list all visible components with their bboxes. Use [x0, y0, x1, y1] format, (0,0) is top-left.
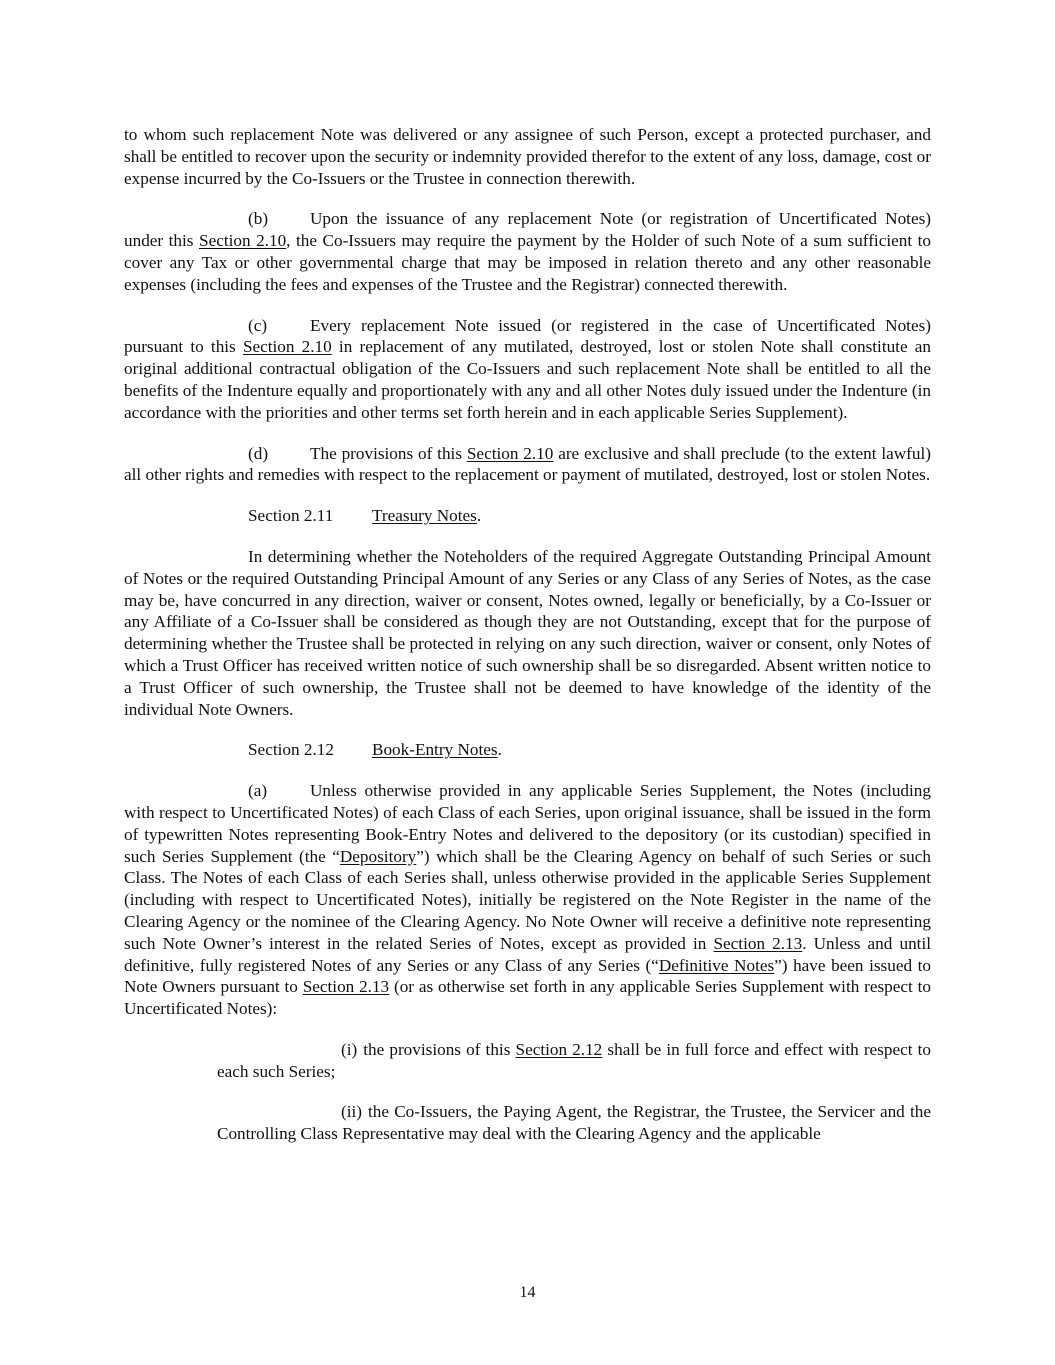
paragraph-b: (b) Upon the issuance of any replacement Note (or registration of Uncertificated Notes) under this Section 2.10, the Co-Issuers may require the payment by the Holder of such Note of a sum sufficient to cover any Tax or other governmental charge that may be imposed in relation thereto and any other reasonable expenses (including the fees and expenses of the Trustee and the Registrar) connected therewith.	[124, 209, 931, 294]
item-i-label: (i)	[341, 1039, 358, 1059]
defined-term-depository: Depository	[339, 846, 417, 866]
document-page	[124, 124, 931, 1145]
paragraph-c-label: (c)	[248, 315, 268, 335]
section-title: Treasury Notes	[372, 506, 477, 526]
paragraph-b-label: (b)	[248, 209, 269, 229]
paragraph-d-label: (d)	[248, 443, 269, 463]
paragraph-c: (c) Every replacement Note issued (or registered in the case of Uncertificated Notes) pursuant to this Section 2.10 in replacement of any mutilated, destroyed, lost or stolen Note shall constitute an original additional contractual obligation of the Co-Issuers and such replacement Note shall be entitled to all the benefits of the Indenture equally and proportionately with any and all other Notes duly issued under the Indenture (in accordance with the priorities and other terms set forth herein and in each applicable Series Supplement).	[124, 315, 931, 422]
section-2-10-link[interactable]: Section 2.10	[466, 443, 554, 463]
section-title: Book-Entry Notes	[372, 740, 498, 760]
defined-term-definitive-notes: Definitive Notes	[658, 955, 775, 975]
paragraph-d: (d) The provisions of this Section 2.10 are exclusive and shall preclude (to the extent lawful) all other rights and remedies with respect to the replacement or payment of mutilated, destroyed, lost or stolen Notes.	[124, 443, 931, 485]
section-2-10-link[interactable]: Section 2.10	[242, 337, 332, 357]
section-number: Section 2.11	[248, 506, 334, 526]
item-ii-label: (ii)	[341, 1102, 362, 1122]
section-2-11-body: In determining whether the Noteholders of the required Aggregate Outstanding Principal Amount of Notes or the required Outstanding Principal Amount of any Series or any Class of any Series of Notes, as the case may be, have concurred in any direction, waiver or consent, Notes owned, legally or beneficially, by a Co-Issuer or any Affiliate of a Co-Issuer shall be considered as though they are not Outstanding, except that for the purpose of determining whether the Trustee shall be protected in relying on any such direction, waiver or consent, only Notes of which a Trust Officer has received written notice of such ownership shall be so disregarded. Absent written notice to a Trust Officer of such ownership, the Trustee shall not be deemed to have knowledge of the identity of the individual Note Owners.	[124, 546, 931, 719]
section-2-12-link[interactable]: Section 2.12	[515, 1039, 603, 1059]
section-2-13-link[interactable]: Section 2.13	[302, 977, 390, 997]
item-i: (i) the provisions of this Section 2.12 shall be in full force and effect with respect to each such Series;	[217, 1039, 931, 1081]
paragraph-a-label: (a)	[248, 781, 268, 801]
section-2-10-link[interactable]: Section 2.10	[199, 231, 287, 251]
section-2-12-heading: Section 2.12 Book-Entry Notes.	[248, 740, 502, 760]
item-ii: (ii) the Co-Issuers, the Paying Agent, the Registrar, the Trustee, the Servicer and the Controlling Class Representative may deal with the Clearing Agency and the applicable	[217, 1102, 931, 1144]
page-number: 14	[519, 1284, 536, 1301]
section-2-13-link[interactable]: Section 2.13	[713, 933, 803, 953]
section-2-11-heading: Section 2.11 Treasury Notes.	[248, 506, 482, 526]
continuation-paragraph: to whom such replacement Note was delivered or any assignee of such Person, except a protected purchaser, and shall be entitled to recover upon the security or indemnity provided therefor to the extent of any loss, damage, cost or expense incurred by the Co-Issuers or the Trustee in connection therewith.	[124, 125, 931, 188]
section-number: Section 2.12	[248, 740, 334, 760]
paragraph-a: (a) Unless otherwise provided in any applicable Series Supplement, the Notes (including with respect to Uncertificated Notes) of each Class of each Series, upon original issuance, shall be issued in the form of typewritten Notes representing Book-Entry Notes and delivered to the depository (or its custodian) specified in such Series Supplement (the “Depository”) which shall be the Clearing Agency on behalf of such Series or such Class. The Notes of each Class of each Series shall, unless otherwise provided in the applicable Series Supplement (including with respect to Uncertificated Notes), initially be registered on the Note Register in the name of the Clearing Agency or the nominee of the Clearing Agency. No Note Owner will receive a definitive note representing such Note Owner’s interest in the related Series of Notes, except as provided in Section 2.13. Unless and until definitive, fully registered Notes of any Series or any Class of any Series (“Definitive Notes”) have been issued to Note Owners pursuant to Section 2.13 (or as otherwise set forth in any applicable Series Supplement with respect to Uncertificated Notes):	[124, 781, 931, 1019]
